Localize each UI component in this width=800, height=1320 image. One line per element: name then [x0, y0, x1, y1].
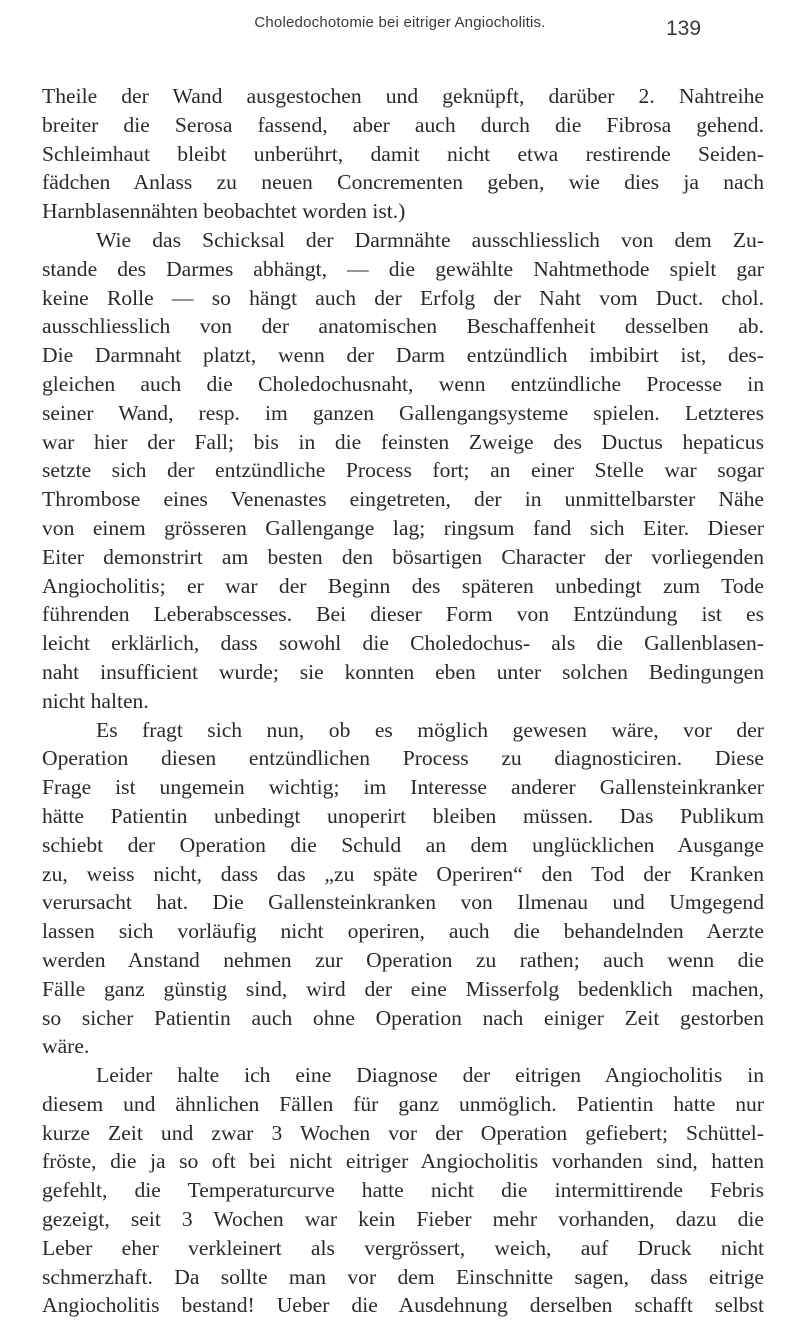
text-line: Operation diesen entzündlichen Process zu diagnosticiren. Diese — [42, 746, 764, 771]
text-line: zu, weiss nicht, dass das „zu späte Operiren“ den Tod der Kranken — [42, 861, 764, 886]
text-line: seiner Wand, resp. im ganzen Gallengangsysteme spielen. Letzteres — [42, 400, 764, 425]
running-head — [0, 14, 800, 44]
text-line: Die Darmnaht platzt, wenn der Darm entzündlich imbibirt ist, des- — [42, 343, 764, 368]
text-line: verursacht hat. Die Gallensteinkranken von Ilmenau und Umgegend — [42, 890, 764, 915]
text-line: setzte sich der entzündliche Process fort; an einer Stelle war sogar — [42, 458, 764, 483]
text-line: Theile der Wand ausgestochen und geknüpft, darüber 2. Nahtreihe — [42, 84, 764, 108]
running-title: Choledochotomie bei eitriger Angiocholitis. — [254, 14, 546, 31]
text-line: gefehlt, die Temperaturcurve hatte nicht die intermittirende Febris — [42, 1178, 764, 1203]
text-line: Leider halte ich eine Diagnose der eitrigen Angiocholitis in — [96, 1063, 764, 1088]
text-line: war hier der Fall; bis in die feinsten Zweige des Ductus hepaticus — [42, 429, 764, 454]
text-line: nicht halten. — [42, 688, 149, 713]
text-line: hätte Patientin unbedingt unoperirt bleiben müssen. Das Publikum — [42, 803, 764, 828]
text-line: Angiocholitis bestand! Ueber die Ausdehnung derselben schafft selbst — [42, 1293, 764, 1318]
text-line: lassen sich vorläufig nicht operiren, auch die behandelnden Aerzte — [42, 919, 764, 944]
text-line: werden Anstand nehmen zur Operation zu rathen; auch wenn die — [42, 947, 764, 972]
text-line: Eiter demonstrirt am besten den bösartigen Character der vorliegenden — [42, 544, 764, 569]
text-line: diesem und ähnlichen Fällen für ganz unmöglich. Patientin hatte nur — [42, 1091, 764, 1116]
page-number: 139 — [666, 17, 702, 40]
text-line: fröste, die ja so oft bei nicht eitriger Angiocholitis vorhanden sind, hatten — [42, 1149, 764, 1174]
text-line: schmerzhaft. Da sollte man vor dem Einschnitte sagen, dass eitrige — [42, 1264, 764, 1289]
text-line: breiter die Serosa fassend, aber auch durch die Fibrosa gehend. — [42, 112, 764, 137]
text-line: so sicher Patientin auch ohne Operation nach einiger Zeit gestorben — [42, 1005, 764, 1030]
text-line: naht insufficient wurde; sie konnten eben unter solchen Bedingungen — [42, 659, 764, 684]
text-line: Fälle ganz günstig sind, wird der eine Misserfolg bedenklich machen, — [42, 976, 764, 1001]
text-line: Schleimhaut bleibt unberührt, damit nicht etwa restirende Seiden- — [42, 141, 764, 166]
text-line: Frage ist ungemein wichtig; im Interesse anderer Gallensteinkranker — [42, 775, 764, 800]
text-line: Angiocholitis; er war der Beginn des späteren unbedingt zum Tode — [42, 573, 764, 598]
text-line: Thrombose eines Venenastes eingetreten, der in unmittelbarster Nähe — [42, 487, 764, 512]
text-line: keine Rolle — so hängt auch der Erfolg der Naht vom Duct. chol. — [42, 285, 764, 310]
text-line: wäre. — [42, 1034, 90, 1059]
text-line: stande des Darmes abhängt, — die gewählte Nahtmethode spielt gar — [42, 256, 764, 281]
text-line: ausschliesslich von der anatomischen Beschaffenheit desselben ab. — [42, 314, 764, 339]
body-text — [42, 82, 764, 1320]
text-line: leicht erklärlich, dass sowohl die Choledochus- als die Gallenblasen- — [42, 631, 764, 656]
text-line: schiebt der Operation die Schuld an dem unglücklichen Ausgange — [42, 832, 764, 857]
text-line: Leber eher verkleinert als vergrössert, weich, auf Druck nicht — [42, 1235, 764, 1260]
text-line: Harnblasennähten beobachtet worden ist.) — [42, 199, 406, 224]
text-line: fädchen Anlass zu neuen Concrementen geben, wie dies ja nach — [42, 170, 764, 195]
text-line: gezeigt, seit 3 Wochen war kein Fieber mehr vorhanden, dazu die — [42, 1207, 764, 1232]
text-line: gleichen auch die Choledochusnaht, wenn entzündliche Processe in — [42, 371, 764, 396]
text-line: führenden Leberabscesses. Bei dieser Form von Entzündung ist es — [42, 602, 764, 627]
text-line: kurze Zeit und zwar 3 Wochen vor der Operation gefiebert; Schüttel- — [42, 1120, 764, 1145]
text-line: Es fragt sich nun, ob es möglich gewesen wäre, vor der — [96, 717, 764, 742]
text-line: von einem grösseren Gallengange lag; ringsum fand sich Eiter. Dieser — [42, 515, 764, 540]
text-line: Wie das Schicksal der Darmnähte ausschliesslich von dem Zu- — [96, 227, 764, 252]
